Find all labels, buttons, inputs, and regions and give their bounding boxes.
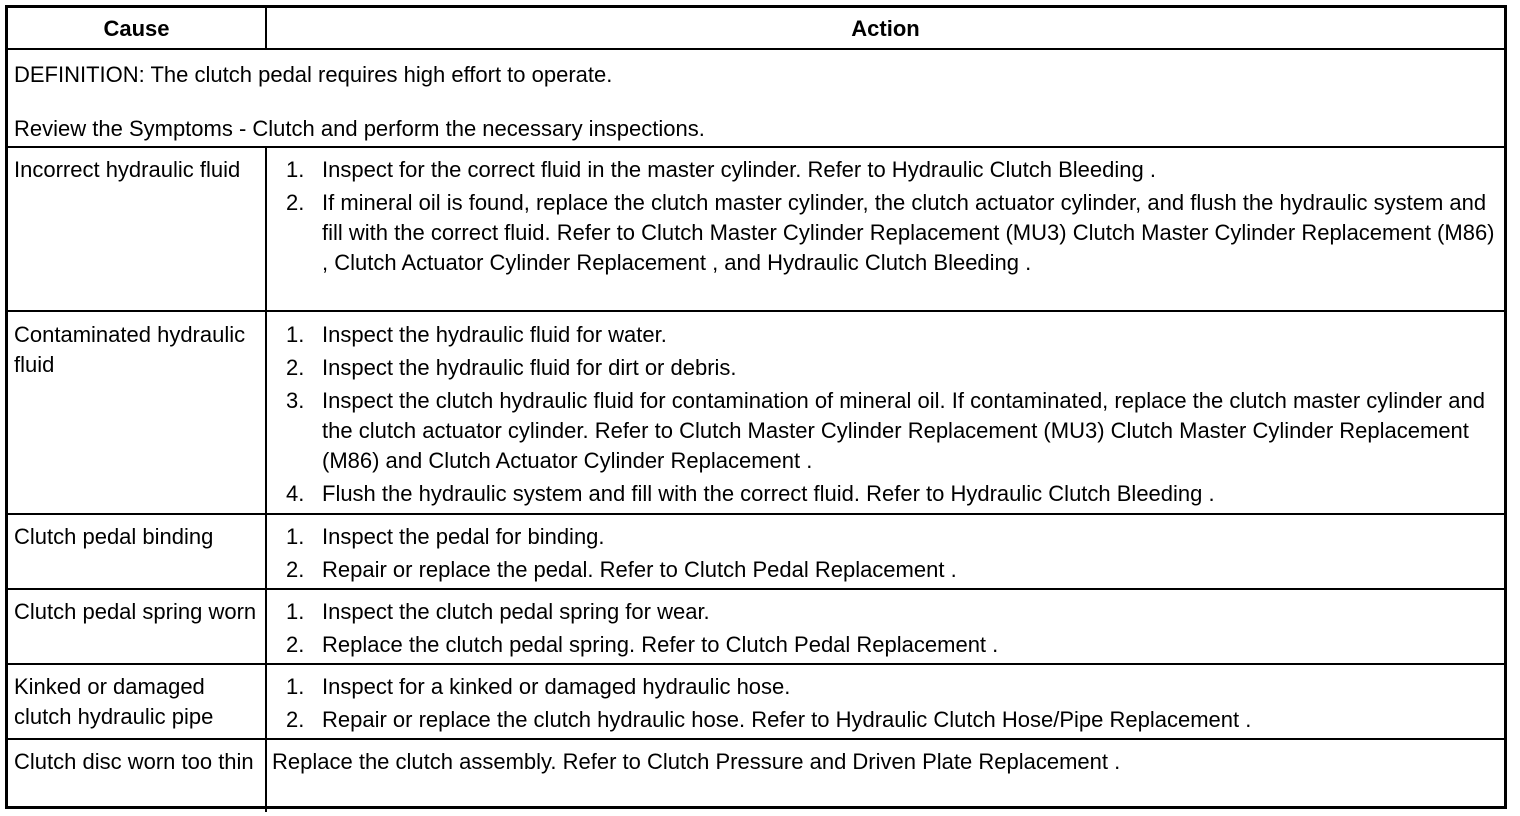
divider	[8, 48, 1504, 50]
cause-cell: Clutch pedal spring worn	[14, 599, 257, 624]
definition-text: DEFINITION: The clutch pedal requires high effort to operate.	[14, 62, 613, 87]
divider	[8, 146, 1504, 148]
step-text: Inspect for a kinked or damaged hydraulic hose.	[322, 674, 791, 699]
step-text: Inspect for the correct fluid in the master cylinder. Refer to Hydraulic Clutch Bleeding .	[322, 157, 1156, 182]
step-text: Repair or replace the clutch hydraulic hose. Refer to Hydraulic Clutch Hose/Pipe Replacement .	[322, 707, 1252, 732]
step-text: Inspect the clutch hydraulic fluid for contamination of mineral oil. If contaminated, replace the clutch master cylinder and the clutch actuator cylinder. Refer to Clutch Master Cylinder Replacement (MU3) Clutch Master Cylinder Replacement (M86) and Clutch Actuator Cylinder Replacement .	[322, 388, 1485, 473]
list-item: 1. Inspect the clutch pedal spring for wear.	[286, 599, 710, 624]
list-item: 2. If mineral oil is found, replace the clutch master cylinder, the clutch actuator cylinder, and flush the hydraulic system and fill with the correct fluid. Refer to Clutch Master Cylinder Replacement (MU3) Clutch Master Cylinder Replacement (M86) , Clutch Actuator Cylinder Replacement , and Hydraulic Clutch Bleeding .	[286, 190, 1495, 275]
step-text: Replace the clutch pedal spring. Refer to Clutch Pedal Replacement .	[322, 632, 999, 657]
step-text: Repair or replace the pedal. Refer to Clutch Pedal Replacement .	[322, 557, 957, 582]
list-item: 2. Repair or replace the clutch hydraulic hose. Refer to Hydraulic Clutch Hose/Pipe Replacement .	[286, 707, 1252, 732]
header-action: Action	[851, 16, 920, 41]
action-cell	[272, 155, 1500, 281]
divider	[8, 513, 1504, 515]
step-text: Inspect the hydraulic fluid for water.	[322, 322, 667, 347]
step-text: Inspect the pedal for binding.	[322, 524, 605, 549]
list-item: 1. Inspect the pedal for binding.	[286, 524, 605, 549]
divider	[8, 588, 1504, 590]
list-item: 2. Inspect the hydraulic fluid for dirt or debris.	[286, 355, 737, 380]
step-text: Inspect the hydraulic fluid for dirt or debris.	[322, 355, 737, 380]
action-cell	[272, 672, 1500, 738]
cause-cell: Clutch disc worn too thin	[14, 749, 254, 774]
divider	[8, 663, 1504, 665]
cause-cell: Clutch pedal binding	[14, 524, 214, 549]
divider	[8, 738, 1504, 740]
divider	[8, 310, 1504, 312]
step-text: Flush the hydraulic system and fill with the correct fluid. Refer to Hydraulic Clutch Bleeding .	[322, 481, 1215, 506]
action-cell: Replace the clutch assembly. Refer to Clutch Pressure and Driven Plate Replacement .	[272, 749, 1121, 774]
review-text: Review the Symptoms - Clutch and perform the necessary inspections.	[14, 116, 705, 141]
column-divider	[265, 146, 267, 812]
list-item: 2. Repair or replace the pedal. Refer to Clutch Pedal Replacement .	[286, 557, 957, 582]
action-cell	[272, 522, 1500, 588]
cause-cell: Kinked or damaged clutch hydraulic pipe	[14, 674, 214, 729]
cause-cell: Incorrect hydraulic fluid	[14, 157, 241, 182]
column-divider	[265, 8, 267, 50]
action-cell	[272, 320, 1500, 512]
diagnostic-table	[5, 5, 1507, 809]
step-text: Inspect the clutch pedal spring for wear.	[322, 599, 710, 624]
list-item: 1. Inspect the hydraulic fluid for water.	[286, 322, 667, 347]
step-text: If mineral oil is found, replace the clutch master cylinder, the clutch actuator cylinder, and flush the hydraulic system and fill with the correct fluid. Refer to Clutch Master Cylinder Replacement (MU3) Clutch Master Cylinder Replacement (M86) , Clutch Actuator Cylinder Replacement , and Hydraulic Clutch Bleeding .	[322, 190, 1495, 275]
list-item: 3. Inspect the clutch hydraulic fluid for contamination of mineral oil. If contaminated, replace the clutch master cylinder and the clutch actuator cylinder. Refer to Clutch Master Cylinder Replacement (MU3) Clutch Master Cylinder Replacement (M86) and Clutch Actuator Cylinder Replacement .	[286, 388, 1485, 473]
cause-cell: Contaminated hydraulic fluid	[14, 322, 246, 377]
list-item: 1. Inspect for a kinked or damaged hydraulic hose.	[286, 674, 791, 699]
list-item: 2. Replace the clutch pedal spring. Refer to Clutch Pedal Replacement .	[286, 632, 999, 657]
list-item: 4. Flush the hydraulic system and fill with the correct fluid. Refer to Hydraulic Clutch Bleeding .	[286, 481, 1215, 506]
list-item: 1. Inspect for the correct fluid in the master cylinder. Refer to Hydraulic Clutch Bleeding .	[286, 157, 1156, 182]
action-cell	[272, 597, 1500, 663]
header-cause: Cause	[103, 16, 170, 41]
